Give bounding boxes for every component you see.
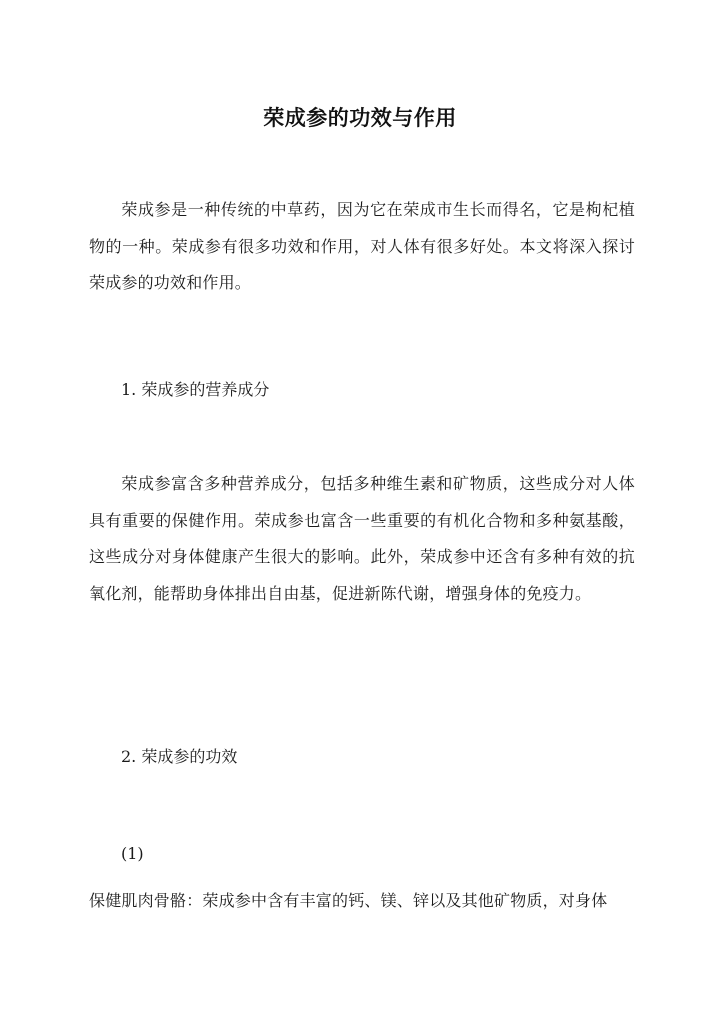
intro-paragraph — [89, 192, 635, 302]
section-heading-effects: 2. 荣成参的功效 — [121, 747, 238, 766]
section-heading-nutrition: 1. 荣成参的营养成分 — [121, 380, 270, 399]
page-title: 荣成参的功效与作用 — [263, 105, 457, 131]
nutrition-text: 荣成参富含多种营养成分，包括多种维生素和矿物质，这些成分对人体具有重要的保健作用。荣成参也富含一些重要的有机化合物和多种氨基酸，这些成分对身体健康产生很大的影响。此外，荣成参中还含有多种有效的抗氧化剂，能帮助身体排出自由基，促进新陈代谢，增强身体的免疫力。 — [89, 474, 635, 603]
nutrition-paragraph — [89, 466, 635, 612]
list-marker: (1) — [121, 844, 144, 863]
intro-text: 荣成参是一种传统的中草药，因为它在荣成市生长而得名，它是枸杞植物的一种。荣成参有很多功效和作用，对人体有很多好处。本文将深入探讨荣成参的功效和作用。 — [89, 200, 635, 292]
bone-health-paragraph: 保健肌肉骨骼：荣成参中含有丰富的钙、镁、锌以及其他矿物质，对身体 — [89, 891, 608, 910]
